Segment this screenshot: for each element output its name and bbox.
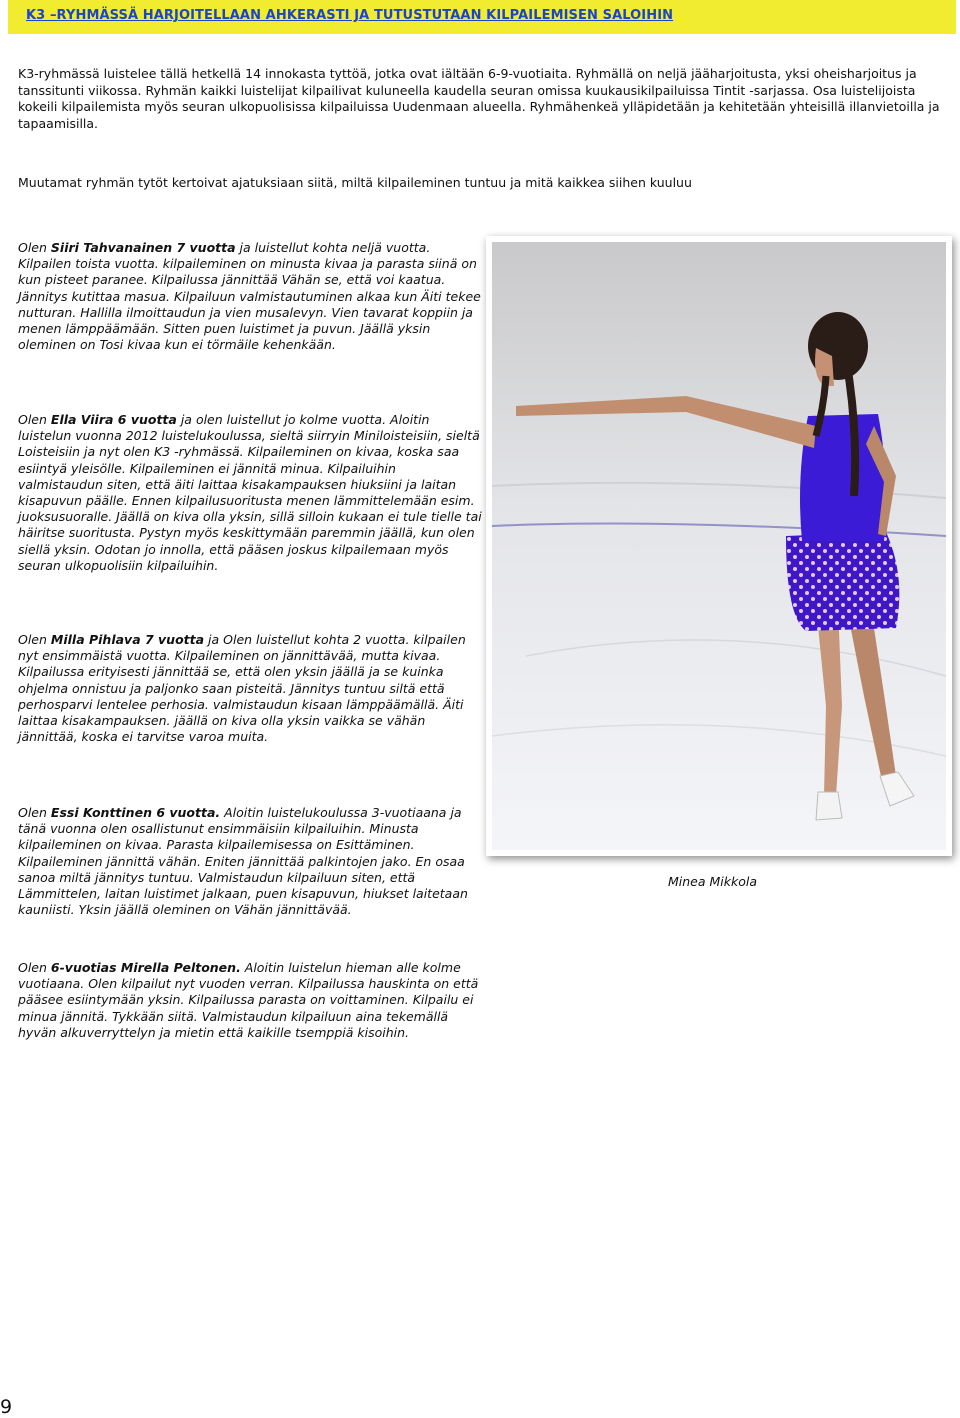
story-text: Aloitin luistelukoulussa 3-vuotiaana ja tänä vuonna olen osallistunut ensimmäisiin kilpailuihin. Minusta kilpaileminen on kivaa. Parasta kilpailemisessa on Esittäminen. Kilpaileminen jännittä vähän. Eniten jännittää palkintojen jako. En osaa sanoa miltä jännitys tuntuu. Valmistaudun kilpailuun siten, että Lämmittelen, laitan luistimet jalkaan, puen kisapuvun, hiukset laitetaan kauniisti. Yksin jäällä oleminen on Vähän jännittävää.: [18, 805, 468, 918]
story-name: 6-vuotias Mirella Peltonen.: [50, 960, 241, 975]
story-siiri: [18, 240, 484, 353]
intro-paragraph: K3-ryhmässä luistelee tällä hetkellä 14 innokasta tyttöä, jotka ovat iältään 6-9-vuotiaita. Ryhmällä on neljä jääharjoitusta, yksi oheisharjoitus ja tanssitunti viikossa. Ryhmän kaikki luistelijat kilpailivat kuluneella kaudella seuran omissa kuukausikilpailuissa Tintit -sarjassa. Osa luistelijoista kokeili kilpailemista myös seuran ulkopuolisissa kilpailuissa Uudenmaan alueella. Ryhmähenkeä ylläpidetään ja kehitetään yhteisillä illanvietoilla ja tapaamisilla.: [18, 66, 940, 131]
story-prefix: Olen: [18, 960, 51, 975]
story-essi: [18, 805, 484, 918]
story-prefix: Olen: [18, 240, 51, 255]
story-prefix: Olen: [18, 412, 51, 427]
story-name: Siiri Tahvanainen 7 vuotta: [50, 240, 236, 255]
story-prefix: Olen: [18, 805, 51, 820]
story-text: ja olen luistellut jo kolme vuotta. Aloitin luistelun vuonna 2012 luistelukoulussa, sieltä siirryin Miniloisteisiin, sieltä Loisteisiin ja nyt olen K3 -ryhmässä. Kilpaileminen on kivaa, koska saa esiintyä yleisölle. Kilpaileminen ei jännitä minua. Kilpailuihin valmistaudun siten, että äiti laittaa kisakampauksen hiuksiini ja laitan kisapuvun päälle. Ennen kilpailusuoritusta menen lämmittelemään esim. juoksusuoralle. Jäällä on kiva olla yksin, sillä silloin kukaan ei tule tielle tai häiritse suoritusta. Pystyn myös keskittymään paremmin jäällä, kun olen siellä yksin. Odotan jo innolla, että pääsen joskus kilpailemaan myös seuran ulkopuolisiin kilpailuihin.: [18, 412, 482, 573]
story-milla: [18, 632, 484, 745]
lead-paragraph: Muutamat ryhmän tytöt kertoivat ajatuksiaan siitä, miltä kilpaileminen tuntuu ja mitä kaikkea siihen kuuluu: [18, 175, 692, 190]
story-ella: [18, 412, 484, 574]
page-title: K3 –RYHMÄSSÄ HARJOITELLAAN AHKERASTI JA TUTUSTUTAAN KILPAILEMISEN SALOIHIN: [26, 8, 674, 23]
page-number: 9: [0, 1396, 13, 1418]
photo-caption: Minea Mikkola: [668, 874, 758, 889]
story-prefix: Olen: [18, 632, 51, 647]
skater-photo: [486, 236, 952, 856]
story-name: Milla Pihlava 7 vuotta: [50, 632, 205, 647]
story-text: ja luistellut kohta neljä vuotta. Kilpailen toista vuotta. kilpaileminen on minusta kivaa ja parasta siinä on kun pisteet paranee. Kilpailussa jännittää Vähän se, että voi kaatua. Jännitys kutittaa masua. Kilpailuun valmistautuminen alkaa kun Äiti tekee nutturan. Hallilla ilmoittaudun ja vien musalevyn. Vien tavarat koppiin ja menen lämppäämään. Sitten puen luistimet ja puvun. Jäällä yksin oleminen on Tosi kivaa kun ei törmäile kehenkään.: [18, 240, 481, 353]
story-text: Aloitin luistelun hieman alle kolme vuotiaana. Olen kilpailut nyt vuoden verran. Kilpailussa hauskinta on että pääsee esiintymään yksin. Kilpailussa parasta on voittaminen. Kilpailu ei minua jännitä. Tykkään siitä. Valmistaudun kilpailuun aina tekemällä hyvän alkuverryttelyn ja mietin että kaikille tsemppiä kisoihin.: [18, 960, 479, 1040]
story-name: Ella Viira 6 vuotta: [50, 412, 177, 427]
story-text: ja Olen luistellut kohta 2 vuotta. kilpailen nyt ensimmäistä vuotta. Kilpaileminen on jännittävää, mutta kivaa. Kilpailussa erityisesti jännittää se, että olen yksin jäällä ja se kuinka ohjelma onnistuu ja paljonko saan pisteitä. Jännitys tuntuu siltä että perhosparvi lentelee perhosia. valmistaudun kisaan lämppäämällä. Äiti laittaa kisakampauksen. jäällä on kiva olla yksin vaikka se vähän jännittää, koska ei tarvitse varoa muita.: [18, 632, 466, 745]
story-name: Essi Konttinen 6 vuotta.: [50, 805, 221, 820]
story-mirella: [18, 960, 484, 1041]
title-bar: [8, 0, 956, 34]
skater-illustration: [486, 236, 952, 856]
